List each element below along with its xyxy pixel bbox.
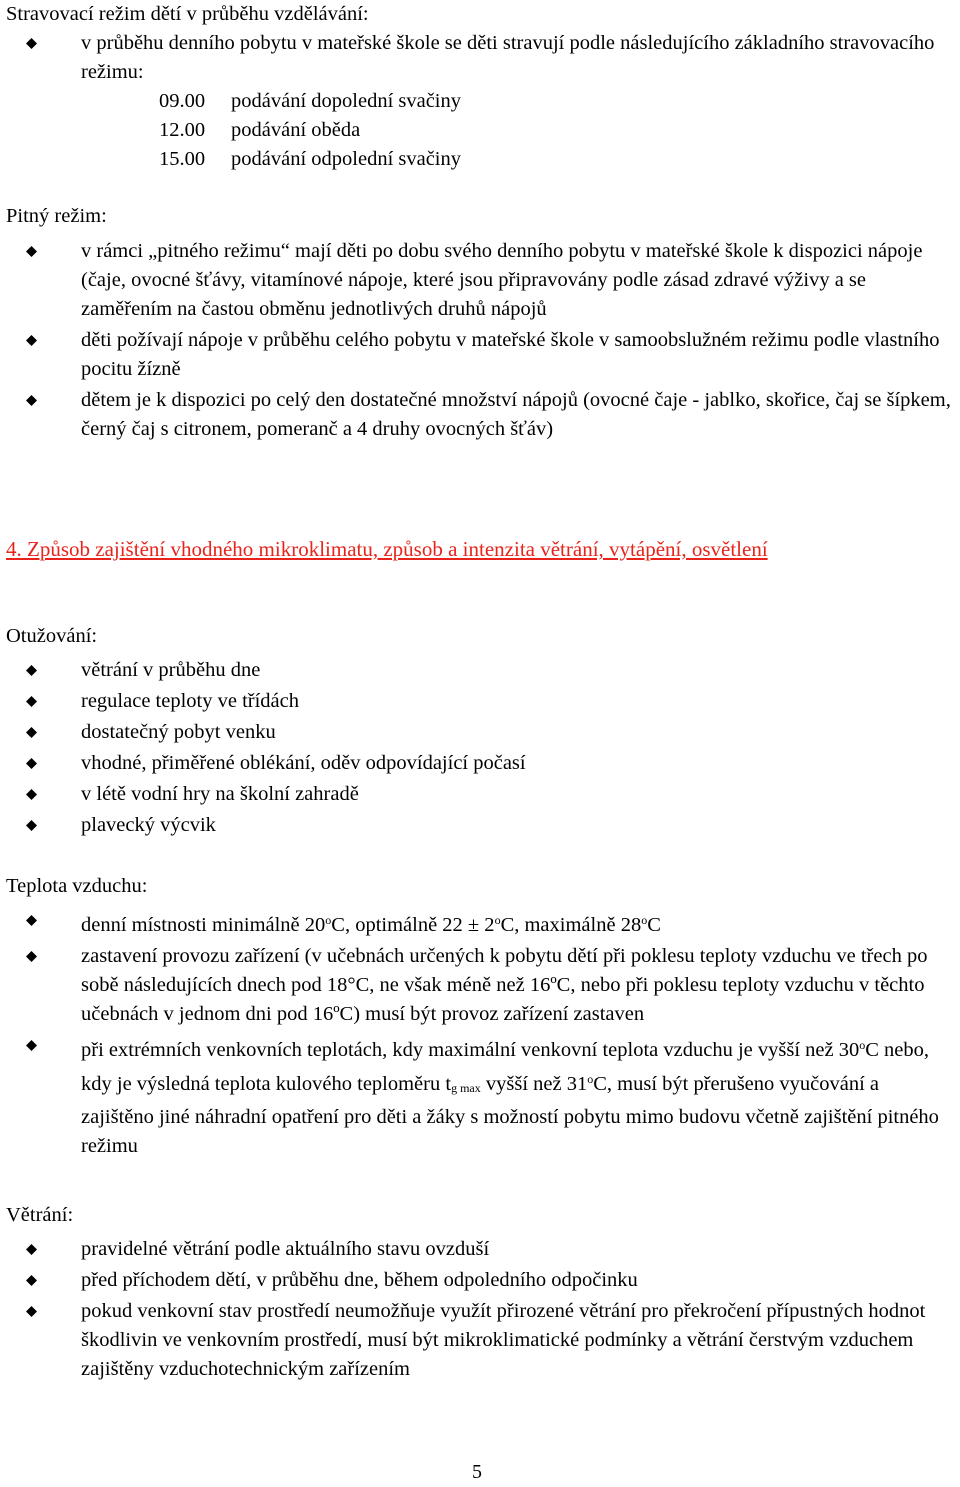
degree-mark: o: [859, 1038, 866, 1052]
list-item-text: [81, 914, 661, 936]
diamond-bullet-icon: [26, 38, 37, 49]
schedule-label: podávání oběda: [231, 119, 361, 141]
page-number: 5: [472, 1461, 482, 1483]
teplota-list: [6, 906, 954, 1161]
vetrani-list: [6, 1235, 954, 1384]
stravovani-list: [6, 29, 954, 87]
list-item-text: větrání v průběhu dne: [81, 659, 261, 681]
list-item-text: [81, 1039, 939, 1157]
list-item: [6, 1266, 954, 1295]
degree-mark: o: [641, 913, 648, 927]
section-4: [6, 535, 906, 564]
section-otuzovani: [6, 622, 954, 840]
list-item-text: dětem je k dispozici po celý den dostatečné množství nápojů (ovocné čaje - jablko, skořice, čaj se šípkem, černý čaj s citronem, pomeranč a 4 druhy ovocných šťáv): [81, 389, 951, 440]
list-item-text: dostatečný pobyt venku: [81, 721, 276, 743]
degree-mark: o: [587, 1072, 594, 1086]
list-item: [6, 656, 954, 685]
text-segment: vyšší než 31: [480, 1073, 588, 1095]
section-4-heading: 4. Způsob zajištění vhodného mikroklimatu, způsob a intenzita větrání, vytápění, osvětlení: [6, 537, 768, 561]
diamond-bullet-icon: [26, 951, 37, 962]
list-item-text: pokud venkovní stav prostředí neumožňuje využít přirozené větrání pro překročení přípustných hodnot škodlivin ve venkovním prostředí, musí být mikroklimatické podmínky a větrání čerstvým vzduchem zajištěny vzduchotechnickým zařízením: [81, 1300, 926, 1380]
diamond-bullet-icon: [26, 820, 37, 831]
section-pitny: [6, 202, 954, 444]
list-item-text: plavecký výcvik: [81, 814, 216, 836]
diamond-bullet-icon: [26, 696, 37, 707]
degree-mark: o: [325, 913, 332, 927]
list-item-text: v průběhu denního pobytu v mateřské škole se děti stravují podle následujícího základního stravovacího režimu:: [81, 32, 935, 83]
text-segment: při extrémních venkovních teplotách, kdy maximální venkovní teplota vzduchu je vyšší než 30: [81, 1039, 860, 1061]
list-item-text: v létě vodní hry na školní zahradě: [81, 783, 359, 805]
schedule-time: 09.00: [159, 90, 206, 112]
list-item: [6, 749, 954, 778]
diamond-bullet-icon: [26, 1040, 37, 1051]
diamond-bullet-icon: [26, 665, 37, 676]
diamond-bullet-icon: [26, 915, 37, 926]
list-item: [6, 906, 954, 940]
list-item-text: v rámci „pitného režimu“ mají děti po dobu svého denního pobytu v mateřské škole k dispozici nápoje (čaje, ovocné šťávy, vitamínové nápoje, které jsou připravovány podle zásad zdravé výživy a se zaměřením na častou obměnu jednotlivých druhů nápojů: [81, 240, 923, 320]
text-segment: C: [647, 914, 661, 936]
heading-vetrani: Větrání:: [6, 1204, 74, 1226]
heading-stravovani: Stravovací režim dětí v průběhu vzdělávání:: [6, 3, 369, 25]
section-vetrani: [6, 1201, 954, 1384]
list-item: [6, 687, 954, 716]
heading-pitny: Pitný režim:: [6, 205, 107, 227]
degree-mark: o: [494, 913, 501, 927]
diamond-bullet-icon: [26, 758, 37, 769]
subscript-label: g max: [451, 1081, 481, 1095]
schedule-row: [6, 145, 954, 174]
list-item: [6, 1297, 954, 1384]
list-item: [6, 386, 954, 444]
diamond-bullet-icon: [26, 1275, 37, 1286]
diamond-bullet-icon: [26, 1306, 37, 1317]
schedule-row: [6, 87, 954, 116]
list-item-text: děti požívají nápoje v průběhu celého pobytu v mateřské škole v samoobslužném režimu podle vlastního pocitu žízně: [81, 329, 940, 380]
text-segment: C, maximálně 28: [500, 914, 642, 936]
list-item: [6, 718, 954, 747]
list-item: [6, 1235, 954, 1264]
list-item: [6, 780, 954, 809]
otuzovani-list: [6, 656, 954, 840]
pitny-list: [6, 237, 954, 444]
list-item: [6, 326, 954, 384]
heading-otuzovani: Otužování:: [6, 625, 98, 647]
list-item: [6, 942, 954, 1029]
schedule-time: 12.00: [159, 119, 206, 141]
list-item: [6, 237, 954, 324]
section-teplota: [6, 872, 954, 1161]
text-segment: C, optimálně 22 ± 2: [331, 914, 495, 936]
schedule-label: podávání dopolední svačiny: [231, 90, 462, 112]
diamond-bullet-icon: [26, 789, 37, 800]
diamond-bullet-icon: [26, 1244, 37, 1255]
list-item: [6, 811, 954, 840]
list-item-text: pravidelné větrání podle aktuálního stavu ovzduší: [81, 1238, 490, 1260]
schedule-row: [6, 116, 954, 145]
diamond-bullet-icon: [26, 727, 37, 738]
heading-teplota: Teplota vzduchu:: [6, 875, 148, 897]
text-segment: C nebo, kdy je výsledná teplota kulového teploměru t: [81, 1039, 930, 1095]
list-item-text: regulace teploty ve třídách: [81, 690, 299, 712]
schedule-label: podávání odpolední svačiny: [231, 148, 462, 170]
list-item-text: zastavení provozu zařízení (v učebnách určených k pobytu dětí při poklesu teploty vzduchu ve třech po sobě následujících dnech pod 18°C, ne však méně než 16ºC, nebo při poklesu teploty vzduchu v těchto učebnách v jednom dni pod 16ºC) musí být provoz zařízení zastaven: [81, 945, 928, 1025]
section-stravovani: [6, 0, 954, 174]
diamond-bullet-icon: [26, 395, 37, 406]
schedule-time: 15.00: [159, 148, 206, 170]
text-segment: C, musí být přerušeno vyučování a zajištěno jiné náhradní opatření pro děti a žáky s možností pobytu mimo budovu včetně zajištění pitného režimu: [81, 1073, 939, 1157]
diamond-bullet-icon: [26, 246, 37, 257]
list-item-text: vhodné, přiměřené oblékání, oděv odpovídající počasí: [81, 752, 526, 774]
list-item: [6, 1031, 954, 1161]
list-item: [6, 29, 954, 87]
text-segment: denní místnosti minimálně 20: [81, 914, 326, 936]
diamond-bullet-icon: [26, 335, 37, 346]
list-item-text: před příchodem dětí, v průběhu dne, během odpoledního odpočinku: [81, 1269, 638, 1291]
